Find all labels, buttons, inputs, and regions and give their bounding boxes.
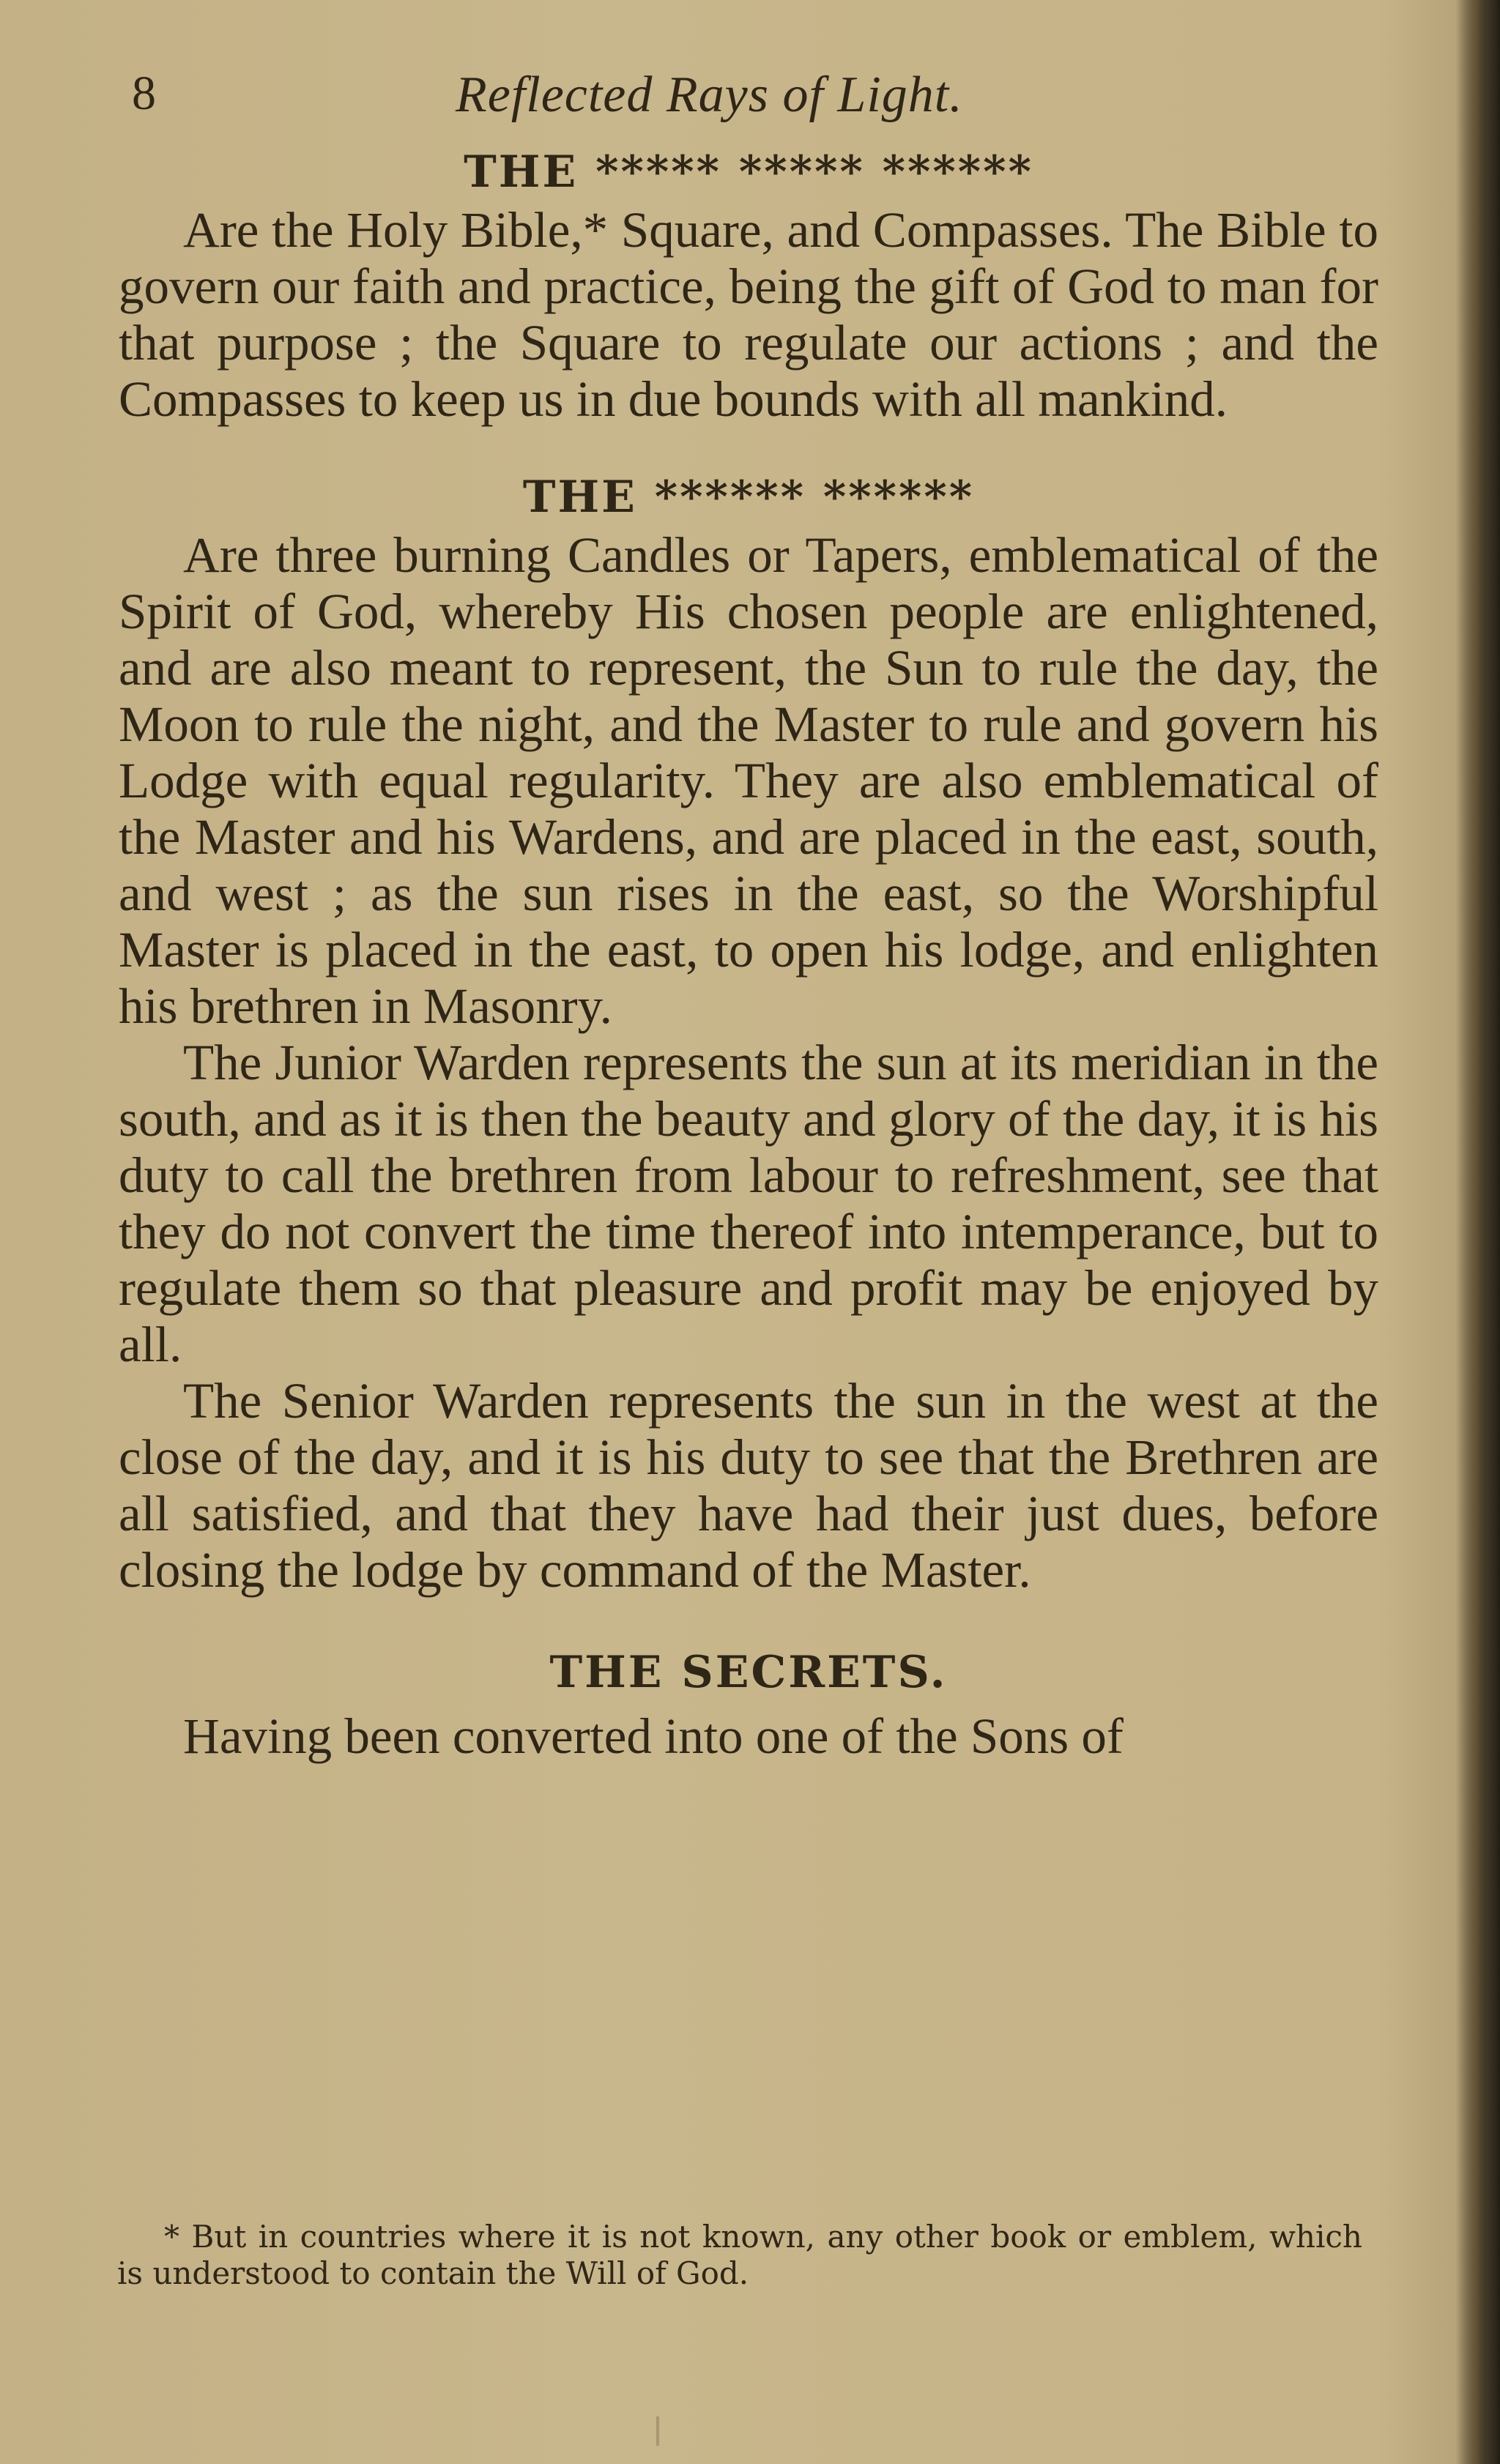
paragraph-2-1: Are three burning Candles or Tapers, emblematical of the Spirit of God, whereby His chosen people are enlightened, and are also meant to represent, the Sun to rule the day, the Moon to rule the night, and the Master to rule and govern his Lodge with equal regularity. They are also emblematical of the Master and his Wardens, and are placed in the east, south, and west ; as the sun rises in the east, so the Worshipful Master is placed in the east, to open his lodge, and enlighten his brethren in Masonry. (119, 527, 1378, 1034)
running-title: Reflected Rays of Light. (456, 67, 963, 123)
page-number: 8 (132, 67, 156, 120)
paragraph-2-2: The Junior Warden represents the sun at its meridian in the south, and as it is then the beauty and glory of the day, it is his duty to call the brethren from labour to refreshment, see that they do not convert the time thereof into intemperance, but to regulate them so that pleasure and profit may be enjoyed by all. (119, 1035, 1378, 1372)
page-edge-shadow (1458, 0, 1500, 2464)
footnote: * But in countries where it is not known, any other book or emblem, which is understood to contain the Will of God. (117, 2219, 1362, 2291)
running-head (119, 51, 1378, 146)
paragraph-3-1: Having been converted into one of the Sons of (183, 1708, 1124, 1764)
section-heading-2: THE ****** ****** (522, 472, 975, 523)
text-column (119, 51, 1378, 1765)
section-heading-1: THE ***** ***** ****** (464, 146, 1033, 198)
section-heading-3: THE SECRETS. (549, 1647, 948, 1698)
paragraph-1-1: Are the Holy Bible,* Square, and Compasses. The Bible to govern our faith and practice, being the gift of God to man for that purpose ; the Square to regulate our actions ; and the Compasses to keep us in due bounds with all mankind. (119, 202, 1378, 427)
paragraph-2-3: The Senior Warden represents the sun in the west at the close of the day, and it is his duty to see that the Brethren are all satisfied, and that they have had their just dues, before closing the lodge by command of the Master. (119, 1373, 1378, 1598)
print-mark (656, 2416, 659, 2446)
